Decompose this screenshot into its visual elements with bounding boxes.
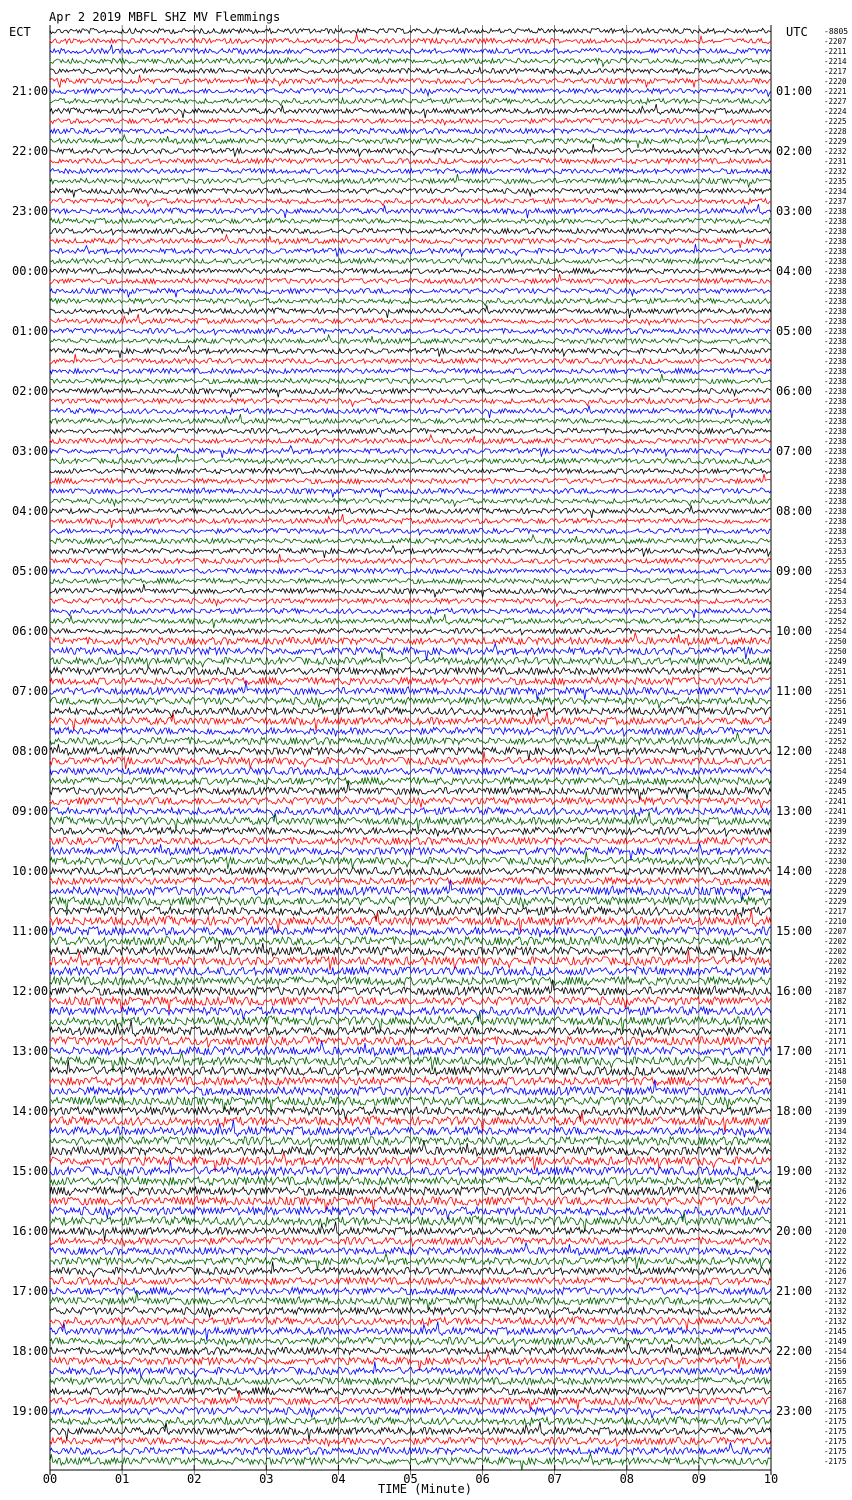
row-code: -2238 (824, 497, 847, 506)
row-code: -2148 (824, 1067, 847, 1076)
left-hour-label: 05:00 (12, 564, 49, 578)
row-code: -2224 (824, 107, 847, 116)
row-code: -2122 (824, 1257, 847, 1266)
right-hour-label: 02:00 (776, 144, 813, 158)
left-hour-label: 19:00 (12, 1404, 49, 1418)
row-code: -2254 (824, 767, 847, 776)
row-code: -2229 (824, 137, 847, 146)
x-tick-label: 04 (331, 1472, 346, 1486)
left-hour-label: 16:00 (12, 1224, 49, 1238)
row-code: -2238 (824, 507, 847, 516)
x-tick-label: 03 (259, 1472, 274, 1486)
right-hour-label: 11:00 (776, 684, 813, 698)
x-axis-label: TIME (Minute) (378, 1482, 472, 1496)
left-hour-label: 04:00 (12, 504, 49, 518)
row-code: -2151 (824, 1057, 847, 1066)
row-code: -2251 (824, 727, 847, 736)
x-tick-label: 06 (475, 1472, 490, 1486)
row-code: -2238 (824, 477, 847, 486)
row-code: -2238 (824, 317, 847, 326)
x-tick-label: 01 (114, 1472, 130, 1486)
row-code: -2229 (824, 897, 847, 906)
row-code: -2187 (824, 987, 847, 996)
right-hour-label: 18:00 (776, 1104, 813, 1118)
row-code: -2256 (824, 697, 847, 706)
row-code: -2251 (824, 667, 847, 676)
row-code: -2149 (824, 1337, 847, 1346)
left-hour-label: 12:00 (12, 984, 49, 998)
row-code: -2253 (824, 537, 847, 546)
row-code: -2202 (824, 957, 847, 966)
right-hour-label: 08:00 (776, 504, 813, 518)
row-code: -2122 (824, 1237, 847, 1246)
left-hour-label: 08:00 (12, 744, 49, 758)
row-code: -2139 (824, 1117, 847, 1126)
right-hour-label: 04:00 (776, 264, 813, 278)
left-hour-label: 02:00 (12, 384, 49, 398)
left-hour-label: 07:00 (12, 684, 49, 698)
row-code: -2238 (824, 447, 847, 456)
row-code: -2132 (824, 1147, 847, 1156)
row-code: -2238 (824, 337, 847, 346)
top-right-code: -8805 (824, 27, 849, 36)
row-code: -2238 (824, 377, 847, 386)
row-code: -2228 (824, 867, 847, 876)
row-code: -2175 (824, 1437, 847, 1446)
row-code: -2238 (824, 437, 847, 446)
right-hour-label: 03:00 (776, 204, 813, 218)
row-code: -2254 (824, 577, 847, 586)
row-code: -2175 (824, 1447, 847, 1456)
right-hour-label: 05:00 (776, 324, 813, 338)
row-code: -2238 (824, 347, 847, 356)
left-hour-label: 13:00 (12, 1044, 49, 1058)
row-code: -2132 (824, 1297, 847, 1306)
row-code: -2250 (824, 647, 847, 656)
row-code: -2171 (824, 1037, 847, 1046)
row-code: -2175 (824, 1427, 847, 1436)
row-code: -2229 (824, 887, 847, 896)
row-code: -2238 (824, 237, 847, 246)
row-code: -2238 (824, 417, 847, 426)
right-hour-label: 23:00 (776, 1404, 813, 1418)
right-hour-label: 16:00 (776, 984, 813, 998)
left-hour-label: 09:00 (12, 804, 49, 818)
row-code: -2232 (824, 147, 847, 156)
row-code: -2167 (824, 1387, 847, 1396)
row-code: -2202 (824, 947, 847, 956)
row-code: -2214 (824, 57, 847, 66)
x-tick-label: 09 (691, 1472, 707, 1486)
right-hour-label: 07:00 (776, 444, 813, 458)
row-code: -2134 (824, 1127, 847, 1136)
row-code: -2238 (824, 227, 847, 236)
row-code: -2254 (824, 607, 847, 616)
left-timezone-label: ECT (9, 25, 31, 39)
row-code: -2225 (824, 117, 847, 126)
row-code: -2192 (824, 967, 847, 976)
row-code: -2182 (824, 997, 847, 1006)
left-hour-label: 11:00 (12, 924, 49, 938)
row-code: -2238 (824, 217, 847, 226)
left-hour-label: 01:00 (12, 324, 49, 338)
row-code: -2120 (824, 1227, 847, 1236)
row-code: -2220 (824, 77, 847, 86)
row-code: -2127 (824, 1277, 847, 1286)
row-code: -2234 (824, 187, 847, 196)
left-hour-label: 21:00 (12, 84, 49, 98)
row-code: -2245 (824, 787, 847, 796)
row-code: -2249 (824, 657, 847, 666)
row-code: -2238 (824, 267, 847, 276)
row-code: -2235 (824, 177, 847, 186)
row-code: -2132 (824, 1177, 847, 1186)
row-code: -2132 (824, 1317, 847, 1326)
right-hour-label: 13:00 (776, 804, 813, 818)
row-code: -2171 (824, 1047, 847, 1056)
row-code: -2232 (824, 837, 847, 846)
row-code: -2132 (824, 1307, 847, 1316)
right-hour-label: 19:00 (776, 1164, 813, 1178)
row-code: -2238 (824, 407, 847, 416)
row-code: -2156 (824, 1357, 847, 1366)
right-hour-label: 17:00 (776, 1044, 813, 1058)
row-code: -2121 (824, 1217, 847, 1226)
row-code: -2175 (824, 1457, 847, 1466)
row-code: -2165 (824, 1377, 847, 1386)
left-hour-label: 10:00 (12, 864, 49, 878)
row-code: -2248 (824, 747, 847, 756)
row-code: -2238 (824, 247, 847, 256)
right-hour-label: 15:00 (776, 924, 813, 938)
row-code: -2121 (824, 1207, 847, 1216)
row-code: -2139 (824, 1107, 847, 1116)
row-code: -2251 (824, 757, 847, 766)
row-code: -2217 (824, 907, 847, 916)
row-code: -2229 (824, 877, 847, 886)
row-code: -2150 (824, 1077, 847, 1086)
row-code: -2238 (824, 357, 847, 366)
row-code: -2132 (824, 1167, 847, 1176)
row-code: -2211 (824, 47, 847, 56)
row-code: -2175 (824, 1417, 847, 1426)
row-code: -2252 (824, 737, 847, 746)
left-hour-label: 23:00 (12, 204, 49, 218)
right-hour-label: 21:00 (776, 1284, 813, 1298)
x-tick-label: 10 (763, 1472, 779, 1486)
row-code: -2171 (824, 1007, 847, 1016)
row-code: -2232 (824, 167, 847, 176)
row-code: -2192 (824, 977, 847, 986)
x-tick-label: 07 (547, 1472, 562, 1486)
x-tick-label: 08 (619, 1472, 635, 1486)
row-code: -2210 (824, 917, 847, 926)
row-code: -2249 (824, 717, 847, 726)
left-hour-label: 00:00 (12, 264, 49, 278)
row-code: -2238 (824, 467, 847, 476)
row-code: -2238 (824, 517, 847, 526)
row-code: -2238 (824, 427, 847, 436)
left-hour-label: 15:00 (12, 1164, 49, 1178)
row-code: -2238 (824, 257, 847, 266)
row-code: -2154 (824, 1347, 847, 1356)
left-hour-label: 03:00 (12, 444, 49, 458)
chart-title: Apr 2 2019 MBFL SHZ MV Flemmings (49, 10, 281, 24)
row-code: -2251 (824, 677, 847, 686)
row-code: -2238 (824, 297, 847, 306)
x-tick-label: 00 (42, 1472, 58, 1486)
right-hour-label: 06:00 (776, 384, 813, 398)
row-code: -2252 (824, 617, 847, 626)
row-code: -2132 (824, 1137, 847, 1146)
row-code: -2230 (824, 857, 847, 866)
row-code: -2239 (824, 817, 847, 826)
row-code: -2126 (824, 1267, 847, 1276)
row-code: -2249 (824, 777, 847, 786)
row-code: -2238 (824, 307, 847, 316)
row-code: -2239 (824, 827, 847, 836)
row-code: -2175 (824, 1407, 847, 1416)
row-code: -2171 (824, 1017, 847, 1026)
row-code: -2202 (824, 937, 847, 946)
row-code: -2122 (824, 1197, 847, 1206)
row-code: -2231 (824, 157, 847, 166)
row-code: -2251 (824, 687, 847, 696)
row-code: -2227 (824, 97, 847, 106)
left-hour-label: 14:00 (12, 1104, 49, 1118)
row-code: -2217 (824, 67, 847, 76)
row-code: -2254 (824, 627, 847, 636)
row-code: -2132 (824, 1287, 847, 1296)
row-code: -2241 (824, 797, 847, 806)
row-code: -2238 (824, 387, 847, 396)
row-code: -2253 (824, 597, 847, 606)
row-code: -2237 (824, 197, 847, 206)
row-code: -2159 (824, 1367, 847, 1376)
right-hour-label: 14:00 (776, 864, 813, 878)
right-hour-label: 09:00 (776, 564, 813, 578)
row-code: -2145 (824, 1327, 847, 1336)
row-code: -2141 (824, 1087, 847, 1096)
row-code: -2232 (824, 847, 847, 856)
row-code: -2238 (824, 207, 847, 216)
row-code: -2207 (824, 37, 847, 46)
row-code: -2132 (824, 1157, 847, 1166)
row-code: -2241 (824, 807, 847, 816)
row-code: -2122 (824, 1247, 847, 1256)
row-code: -2228 (824, 127, 847, 136)
row-code: -2238 (824, 287, 847, 296)
row-code: -2207 (824, 927, 847, 936)
row-code: -2251 (824, 707, 847, 716)
row-code: -2254 (824, 587, 847, 596)
row-code: -2250 (824, 637, 847, 646)
row-code: -2255 (824, 557, 847, 566)
right-hour-label: 22:00 (776, 1344, 813, 1358)
row-code: -2238 (824, 397, 847, 406)
row-code: -2171 (824, 1027, 847, 1036)
x-tick-label: 05 (403, 1472, 418, 1486)
row-code: -2168 (824, 1397, 847, 1406)
left-hour-label: 18:00 (12, 1344, 49, 1358)
row-code: -2139 (824, 1097, 847, 1106)
row-code: -2221 (824, 87, 847, 96)
right-hour-label: 01:00 (776, 84, 813, 98)
right-hour-label: 10:00 (776, 624, 813, 638)
right-hour-label: 12:00 (776, 744, 813, 758)
left-hour-label: 06:00 (12, 624, 49, 638)
left-hour-label: 22:00 (12, 144, 49, 158)
row-code: -2126 (824, 1187, 847, 1196)
left-hour-label: 17:00 (12, 1284, 49, 1298)
row-code: -2238 (824, 327, 847, 336)
x-tick-label: 02 (186, 1472, 202, 1486)
row-code: -2253 (824, 567, 847, 576)
row-code: -2238 (824, 367, 847, 376)
row-code: -2238 (824, 457, 847, 466)
right-hour-label: 20:00 (776, 1224, 813, 1238)
row-code: -2238 (824, 487, 847, 496)
row-code: -2253 (824, 547, 847, 556)
row-code: -2238 (824, 277, 847, 286)
right-timezone-label: UTC (786, 25, 808, 39)
row-code: -2238 (824, 527, 847, 536)
row-code-labels (824, 37, 847, 1466)
